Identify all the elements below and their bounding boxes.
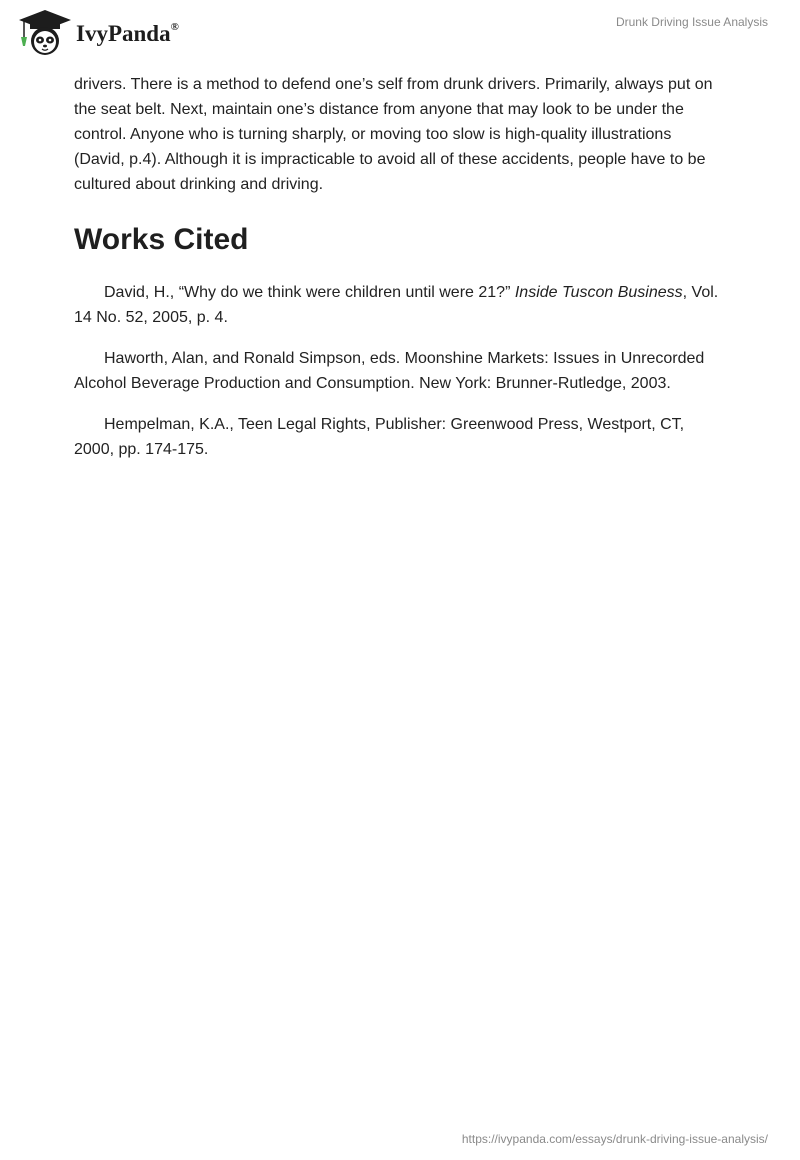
citation-entry: Haworth, Alan, and Ronald Simpson, eds. Moonshine Markets: Issues in Unrecorded Alcohol Beverage Production and Consumption. New York: Brunner-Rutledge, 2003.	[74, 350, 705, 392]
ivypanda-logo[interactable]	[16, 8, 179, 58]
citation-entry: Hempelman, K.A., Teen Legal Rights, Publisher: Greenwood Press, Westport, CT, 2000, pp. 174-175.	[74, 416, 685, 458]
document-title: Drunk Driving Issue Analysis	[615, 15, 768, 29]
page-header	[0, 0, 800, 64]
citation-entry: David, H., “Why do we think were children until were 21?” Inside Tuscon Business, Vol. 14 No. 52, 2005, p. 4.	[74, 284, 719, 326]
brand-name: IvyPanda®	[76, 21, 179, 46]
body-paragraph: drivers. There is a method to defend one’s self from drunk drivers. Primarily, always put on the seat belt. Next, maintain one’s distance from anyone that may look to be under the control. Anyone who is turning sharply, or moving too slow is high-quality illustrations (David, p.4). Although it is impracticable to avoid all of these accidents, people have to be cultured about drinking and driving.	[74, 76, 713, 193]
document-body	[74, 72, 726, 478]
source-url[interactable]: https://ivypanda.com/essays/drunk-driving-issue-analysis/	[461, 1132, 768, 1146]
works-cited-heading: Works Cited	[74, 223, 249, 256]
panda-graduate-icon	[16, 8, 74, 58]
works-cited-list	[74, 280, 726, 462]
